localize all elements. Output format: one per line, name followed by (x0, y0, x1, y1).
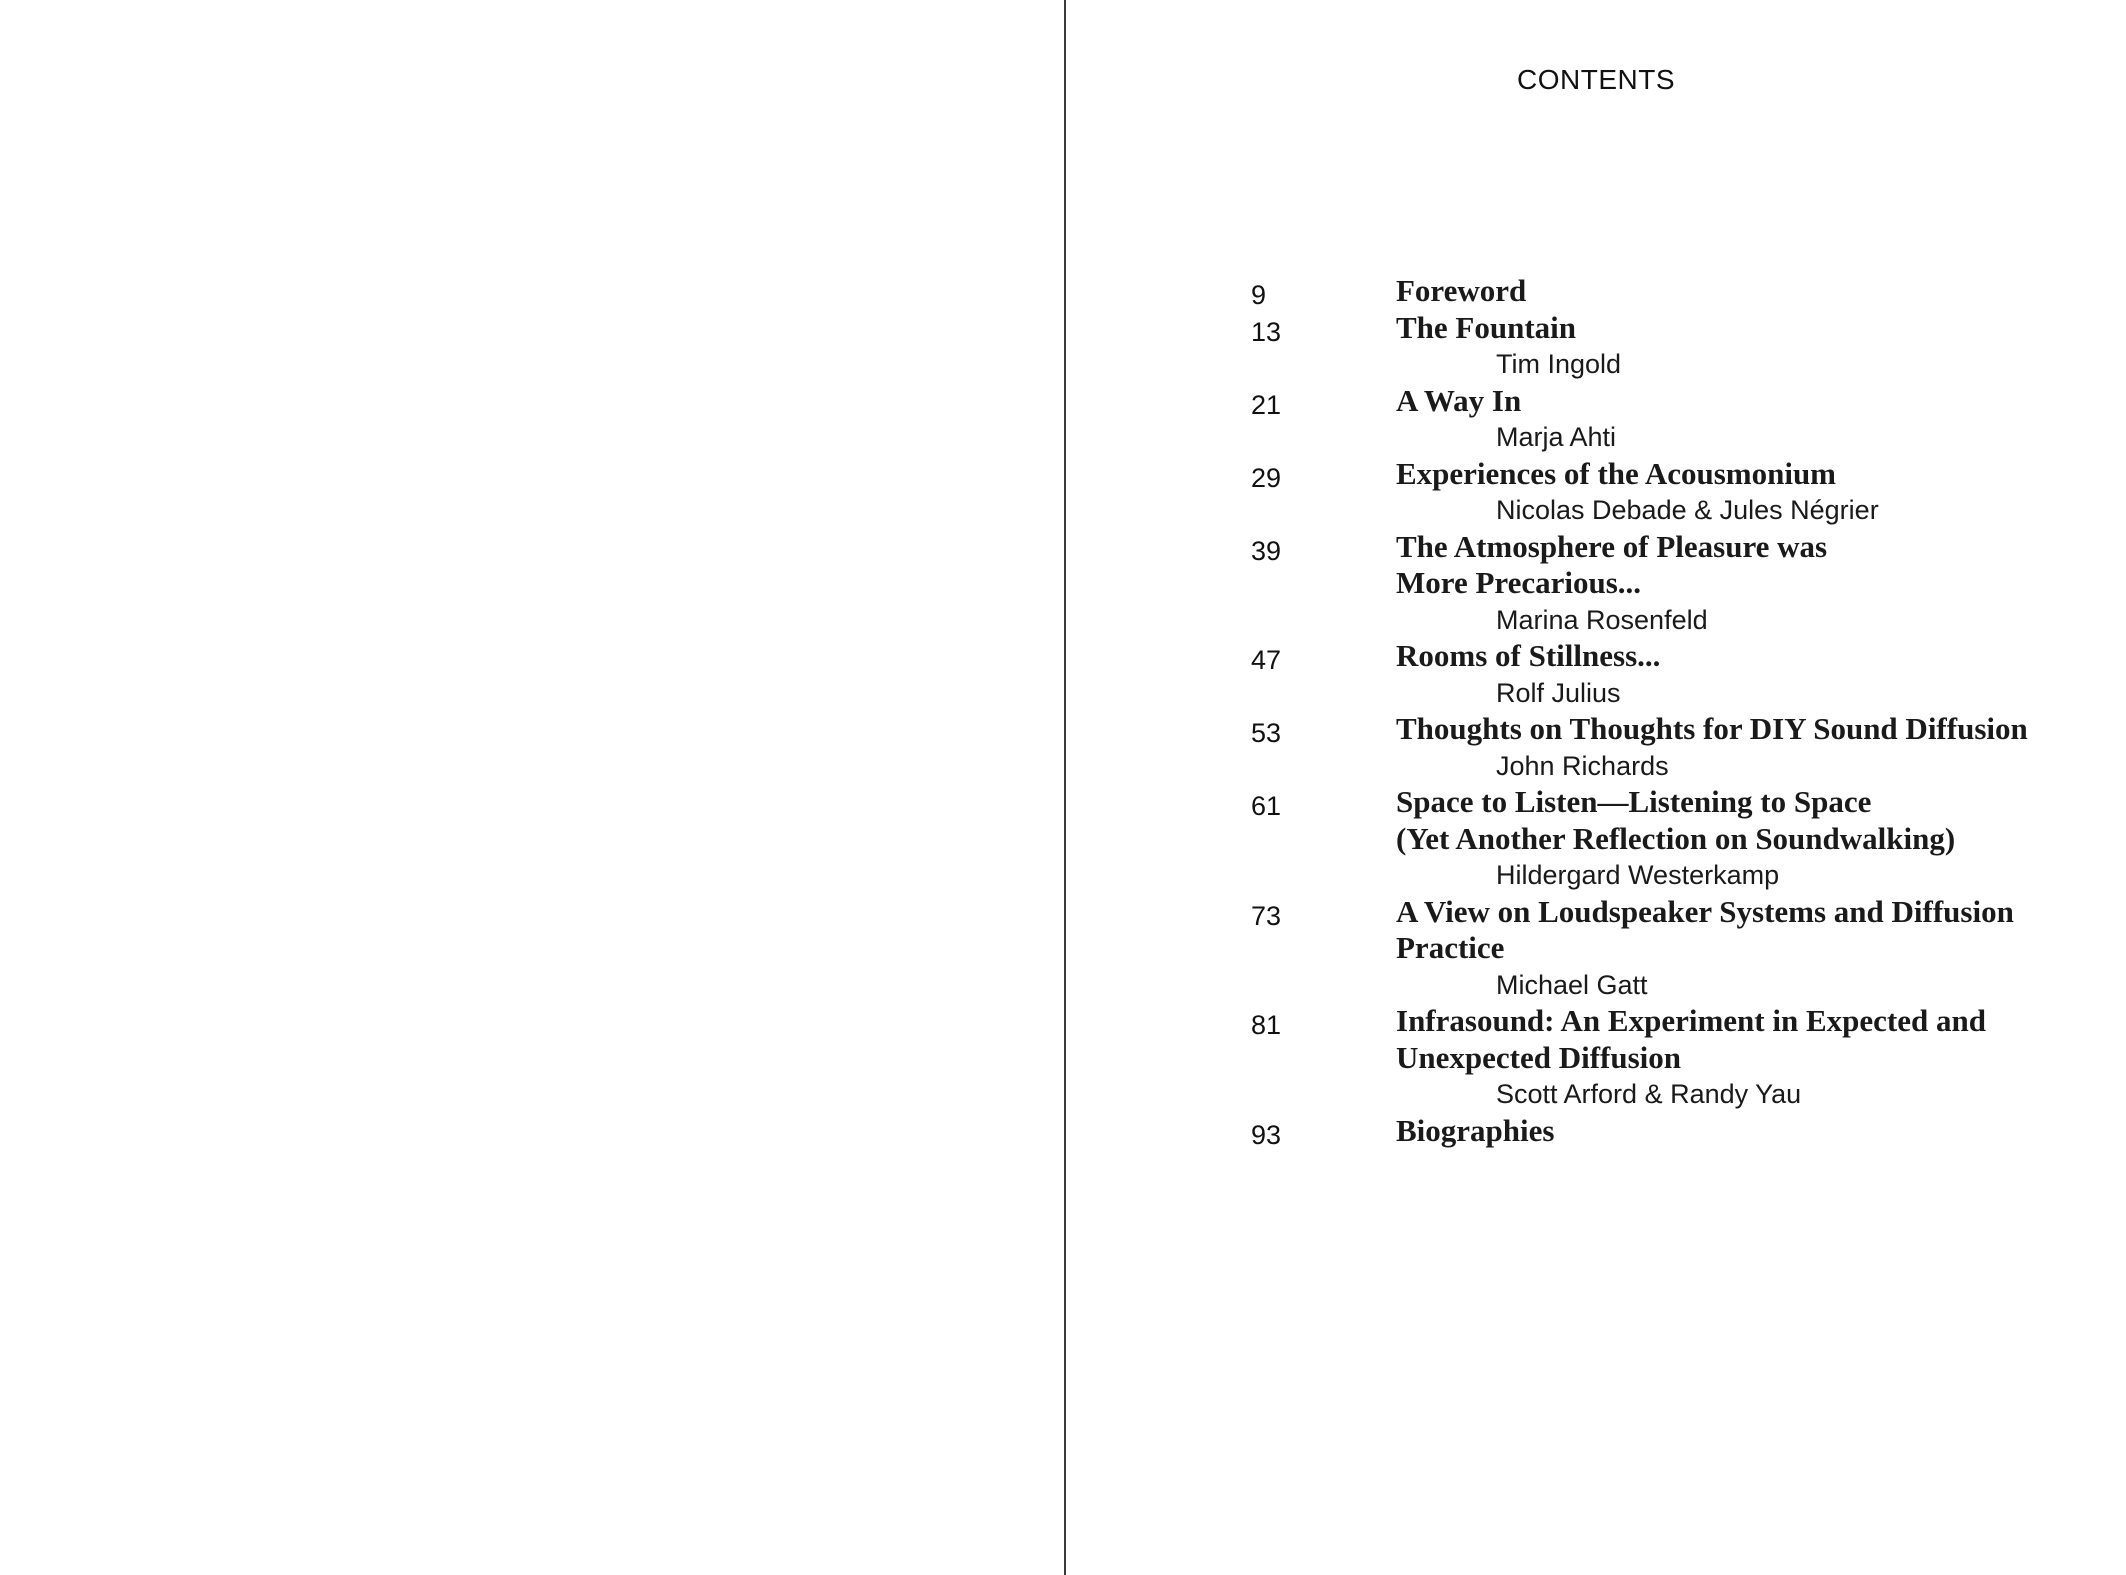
toc-author: Hildergard Westerkamp (1496, 860, 1780, 890)
toc-title: Experiences of the Acousmonium (1396, 455, 1837, 491)
toc-entry (1251, 1113, 2101, 1150)
toc-title: A Way In (1396, 382, 1522, 418)
toc-title: Rooms of Stillness... (1396, 638, 1661, 673)
toc-author: Nicolas Debade & Jules Négrier (1496, 495, 1879, 525)
toc-page-number: 93 (1251, 1119, 1282, 1150)
toc-entry (1251, 711, 2101, 784)
toc-page-number: 29 (1251, 462, 1282, 493)
toc-page-number: 21 (1251, 389, 1282, 420)
toc-page-number: 81 (1251, 1010, 1282, 1040)
toc-entry (1251, 894, 2101, 1004)
toc-entry (1251, 273, 2101, 310)
right-page (1066, 0, 2126, 1575)
toc-title: A View on Loudspeaker Systems and Diffusion Practice (1396, 893, 2014, 965)
toc-entry (1251, 310, 2101, 383)
toc-title: The Fountain (1396, 309, 1577, 345)
toc-title: Thoughts on Thoughts for DIY Sound Diffusion (1396, 711, 2028, 746)
toc-entry (1251, 784, 2101, 894)
toc-entry (1251, 383, 2101, 456)
table-of-contents (1251, 273, 2101, 1149)
toc-author: Tim Ingold (1496, 349, 1622, 379)
toc-page-number: 13 (1251, 316, 1282, 347)
toc-title: Biographies (1396, 1112, 1555, 1148)
toc-entry (1251, 638, 2101, 711)
toc-author: Scott Arford & Randy Yau (1496, 1079, 1802, 1109)
toc-author: Rolf Julius (1496, 677, 1621, 708)
toc-entry (1251, 456, 2101, 529)
toc-author: Marina Rosenfeld (1496, 604, 1708, 635)
toc-title: Foreword (1396, 273, 1527, 308)
contents-heading: CONTENTS (1517, 64, 1675, 95)
toc-title: Space to Listen—Listening to Space (Yet Another Reflection on Soundwalking) (1396, 784, 1956, 856)
toc-page-number: 61 (1251, 791, 1282, 821)
toc-page-number: 53 (1251, 718, 1282, 748)
toc-title: Infrasound: An Experiment in Expected and Unexpected Diffusion (1396, 1003, 1986, 1075)
toc-entry (1251, 1003, 2101, 1113)
toc-page-number: 47 (1251, 645, 1282, 675)
toc-entry (1251, 529, 2101, 639)
toc-author: Marja Ahti (1496, 422, 1617, 452)
toc-page-number: 73 (1251, 900, 1282, 931)
toc-page-number: 9 (1251, 280, 1267, 310)
toc-page-number: 39 (1251, 535, 1282, 566)
toc-title: The Atmosphere of Pleasure was More Precarious... (1396, 528, 1828, 600)
toc-author: John Richards (1496, 750, 1669, 781)
toc-author: Michael Gatt (1496, 969, 1648, 1000)
